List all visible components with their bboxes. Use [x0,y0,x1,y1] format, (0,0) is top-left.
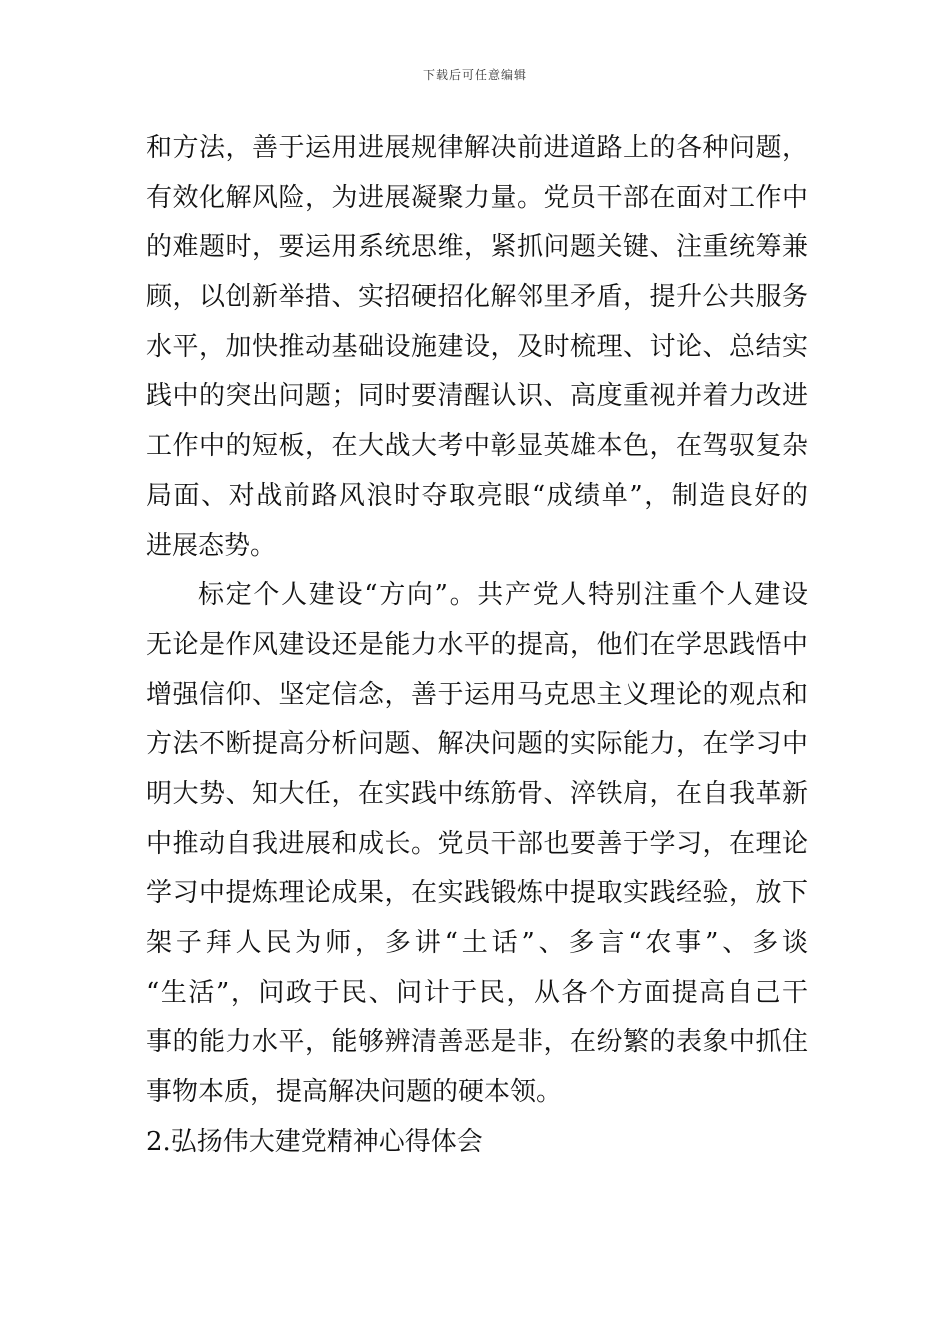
text-line: 局面、对战前路风浪时夺取亮眼“成绩单”，制造良好的 [146,480,808,511]
text-line: 无论是作风建设还是能力水平的提高，他们在学思践悟中 [146,629,808,660]
text-line: 增强信仰、坚定信念，善于运用马克思主义理论的观点和 [146,679,808,710]
text-line: 方法不断提高分析问题、解决问题的实际能力，在学习中 [146,729,808,760]
text-line: 有效化解风险，为进展凝聚力量。党员干部在面对工作中 [146,182,808,213]
text-line: 践中的突出问题；同时要清醒认识、高度重视并着力改进 [146,381,808,412]
text-line: 的难题时，要运用系统思维，紧抓问题关键、注重统筹兼 [146,232,808,263]
text-line: 标定个人建设“方向”。共产党人特别注重个人建设 [198,580,808,611]
text-line: 事物本质，提高解决问题的硬本领。 [146,1077,563,1108]
section-heading: 2.弘扬伟大建党精神心得体会 [146,1126,483,1157]
text-line: 水平，加快推动基础设施建设，及时梳理、讨论、总结实 [146,331,808,362]
text-line: 学习中提炼理论成果，在实践锻炼中提取实践经验，放下 [146,878,808,909]
paragraph-1 [146,124,808,571]
text-line: 明大势、知大任，在实践中练筋骨、淬铁肩，在自我革新 [146,778,808,809]
paragraph-2 [146,571,808,1118]
text-line: 进展态势。 [146,530,277,561]
text-line: 和方法，善于运用进展规律解决前进道路上的各种问题， [146,133,808,163]
text-line: 事的能力水平，能够辨清善恶是非，在纷繁的表象中抓住 [146,1027,808,1058]
text-line: 顾，以创新举措、实招硬招化解邻里矛盾，提升公共服务 [146,282,808,313]
text-line: 中推动自我进展和成长。党员干部也要善于学习，在理论 [146,828,808,859]
page-header-note: 下载后可任意编辑 [422,68,527,82]
text-line: 架子拜人民为师，多讲“土话”、多言“农事”、多谈 [146,928,808,958]
text-line: “生活”，问政于民、问计于民，从各个方面提高自己干 [146,977,808,1008]
document-body [146,124,808,1167]
text-line: 工作中的短板，在大战大考中彰显英雄本色，在驾驭复杂 [146,431,808,462]
